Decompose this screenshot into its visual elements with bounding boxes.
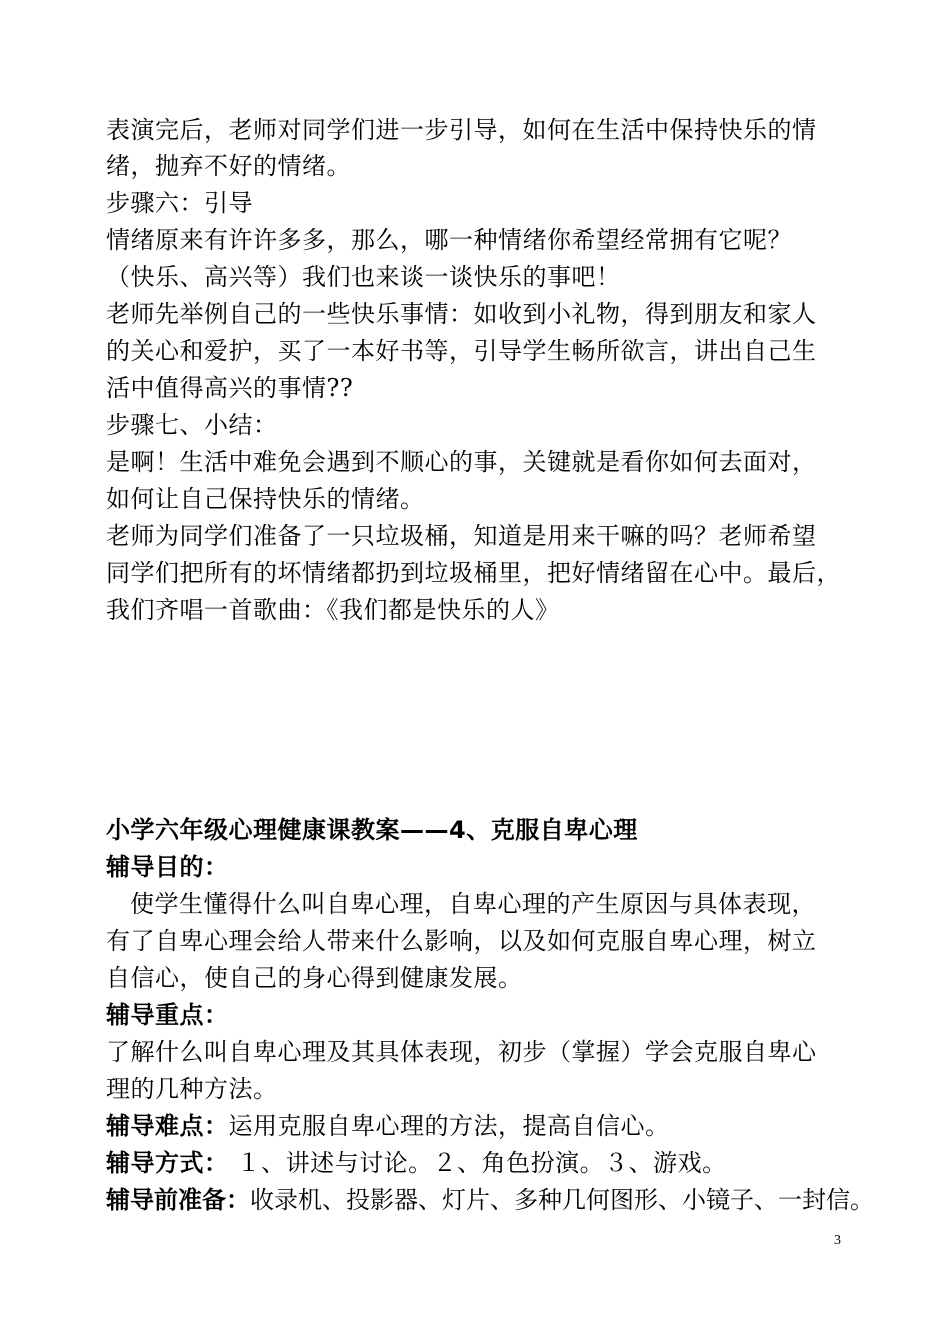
difficulty-text: 运用克服自卑心理的方法，提高自信心。 <box>228 1112 670 1140</box>
key-line: 了解什么叫自卑心理及其具体表现，初步（掌握）学会克服自卑心 <box>106 1038 817 1066</box>
lesson-title: 小学六年级心理健康课教案——4、克服自卑心理 <box>106 816 638 844</box>
prep-text: 收录机、投影器、灯片、多种几何图形、小镜子、一封信。 <box>250 1186 874 1214</box>
paragraph-line: 如何让自己保持快乐的情绪。 <box>106 485 425 513</box>
goal-line: 使学生懂得什么叫自卑心理，自卑心理的产生原因与具体表现， <box>130 890 816 918</box>
step-six-heading: 步骤六：引导 <box>106 189 253 217</box>
prep-label: 辅导前准备： <box>106 1186 250 1214</box>
key-label: 辅导重点： <box>106 1001 229 1029</box>
method-row <box>106 1145 866 1181</box>
step-seven-heading: 步骤七、小结： <box>106 411 278 439</box>
method-label: 辅导方式： <box>106 1149 229 1177</box>
paragraph-line: （快乐、高兴等）我们也来谈一谈快乐的事吧！ <box>106 263 621 291</box>
prep-row <box>106 1182 874 1218</box>
paragraph-line: 是啊！生活中难免会遇到不顺心的事，关键就是看你如何去面对， <box>106 448 817 476</box>
goal-line: 自信心，使自己的身心得到健康发展。 <box>106 964 523 992</box>
paragraph-line: 同学们把所有的坏情绪都扔到垃圾桶里，把好情绪留在心中。最后， <box>106 559 841 587</box>
paragraph-line: 情绪原来有许许多多，那么，哪一种情绪你希望经常拥有它呢？ <box>106 226 792 254</box>
paragraph-line: 老师为同学们准备了一只垃圾桶，知道是用来干嘛的吗？老师希望 <box>106 522 817 550</box>
key-line: 理的几种方法。 <box>106 1075 278 1103</box>
paragraph-line: 表演完后，老师对同学们进一步引导，如何在生活中保持快乐的情 <box>106 116 817 144</box>
difficulty-row <box>106 1108 866 1144</box>
paragraph-line: 老师先举例自己的一些快乐事情：如收到小礼物，得到朋友和家人 <box>106 300 817 328</box>
paragraph-line: 我们齐唱一首歌曲：《我们都是快乐的人》 <box>106 596 560 624</box>
goal-line: 有了自卑心理会给人带来什么影响，以及如何克服自卑心理，树立 <box>106 927 817 955</box>
page-number: 3 <box>834 1233 841 1248</box>
paragraph-line: 活中值得高兴的事情?? <box>106 374 354 402</box>
paragraph-line: 绪，抛弃不好的情绪。 <box>106 152 351 180</box>
method-text: １、讲述与讨论。２、角色扮演。３、游戏。 <box>228 1149 727 1177</box>
difficulty-label: 辅导难点： <box>106 1112 229 1140</box>
paragraph-line: 的关心和爱护，买了一本好书等，引导学生畅所欲言，讲出自己生 <box>106 337 817 365</box>
goal-label: 辅导目的： <box>106 853 229 881</box>
